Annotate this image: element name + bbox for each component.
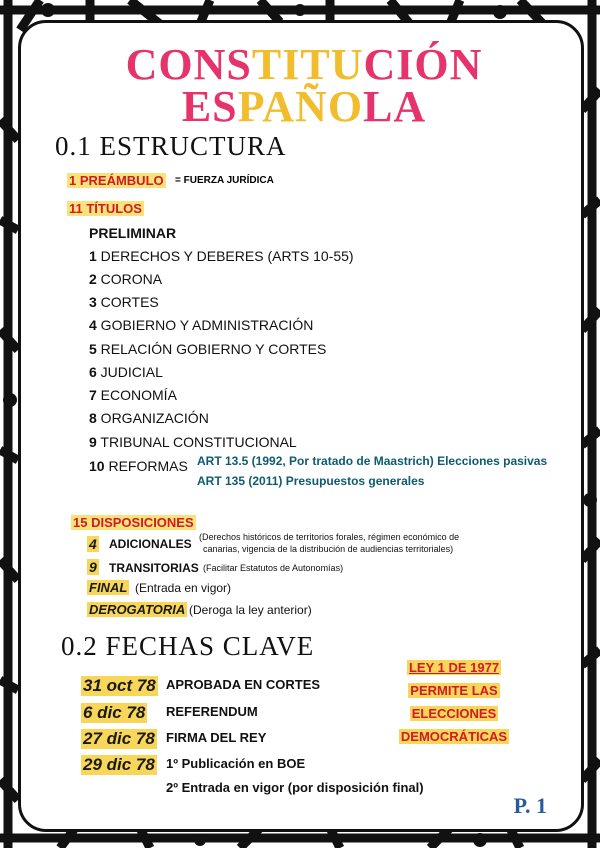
titulo-item: 7 ECONOMÍA [89,387,177,403]
titulo-item: 4 GOBIERNO Y ADMINISTRACIÓN [89,317,314,333]
content-card [18,20,584,832]
page-number: P. 1 [513,793,547,818]
disposicion-adicionales: ADICIONALES [109,537,192,551]
titulo-preliminar: PRELIMINAR [89,225,177,241]
date-event-extra: 2º Entrada en vigor (por disposición final) [166,780,424,795]
transitorias-count: 9 [89,559,97,575]
date-event: APROBADA EN CORTES [166,677,321,692]
final-note: (Entrada en vigor) [135,581,232,595]
transitorias-note: (Facilitar Estatutos de Autonomías) [203,563,344,573]
title-line-2: ESPAÑOLA [181,82,427,131]
title-line-1: CONSTITUCIÓN [125,40,483,89]
reforma-art-13-5: ART 13.5 (1992, Por tratado de Maastrich) Elecciones pasivas [197,454,548,468]
derogatoria-note: (Deroga la ley anterior) [189,603,312,617]
date-event: 1º Publicación en BOE [166,756,306,771]
titulo-item: 9 TRIBUNAL CONSTITUCIONAL [89,434,297,450]
ley-1977-note: LEY 1 DE 1977 PERMITE LAS ELECCIONES DEMOCRÁTICAS [400,660,508,744]
titulo-item: 5 RELACIÓN GOBIERNO Y CORTES [89,341,327,357]
titulo-item: 10 REFORMAS [89,458,188,474]
date-label: 29 dic 78 [83,755,155,774]
date-label: 31 oct 78 [83,676,156,695]
disposicion-transitorias: TRANSITORIAS [109,561,199,575]
titulo-item: 1 DERECHOS Y DEBERES (ARTS 10-55) [89,248,354,264]
preambulo-note: = FUERZA JURÍDICA [175,175,274,186]
label-disposiciones: 15 DISPOSICIONES [73,515,194,530]
adicionales-note-1: (Derechos históricos de territorios forales, régimen económico de [199,532,460,542]
date-event: REFERENDUM [166,704,258,719]
section-heading-fechas: 0.2 FECHAS CLAVE [61,631,315,661]
disposicion-final: FINAL [89,580,128,595]
adicionales-count: 4 [89,536,97,552]
titulo-item: 3 CORTES [89,294,159,310]
adicionales-note-2: canarias, vigencia de la distribución de audiencias territoriales) [203,544,454,554]
disposicion-derogatoria: DEROGATORIA [89,602,186,617]
section-heading-estructura: 0.1 ESTRUCTURA [55,131,287,161]
date-label: 27 dic 78 [83,729,155,748]
titulo-item: 6 JUDICIAL [89,364,163,380]
reforma-art-135: ART 135 (2011) Presupuestos generales [197,474,425,488]
titulo-item: 2 CORONA [89,271,163,287]
date-label: 6 dic 78 [83,703,146,722]
titulo-item: 8 ORGANIZACIÓN [89,410,209,426]
label-titulos: 11 TÍTULOS [69,201,142,216]
date-event: FIRMA DEL REY [166,730,267,745]
label-preambulo: 1 PREÁMBULO [69,173,164,188]
